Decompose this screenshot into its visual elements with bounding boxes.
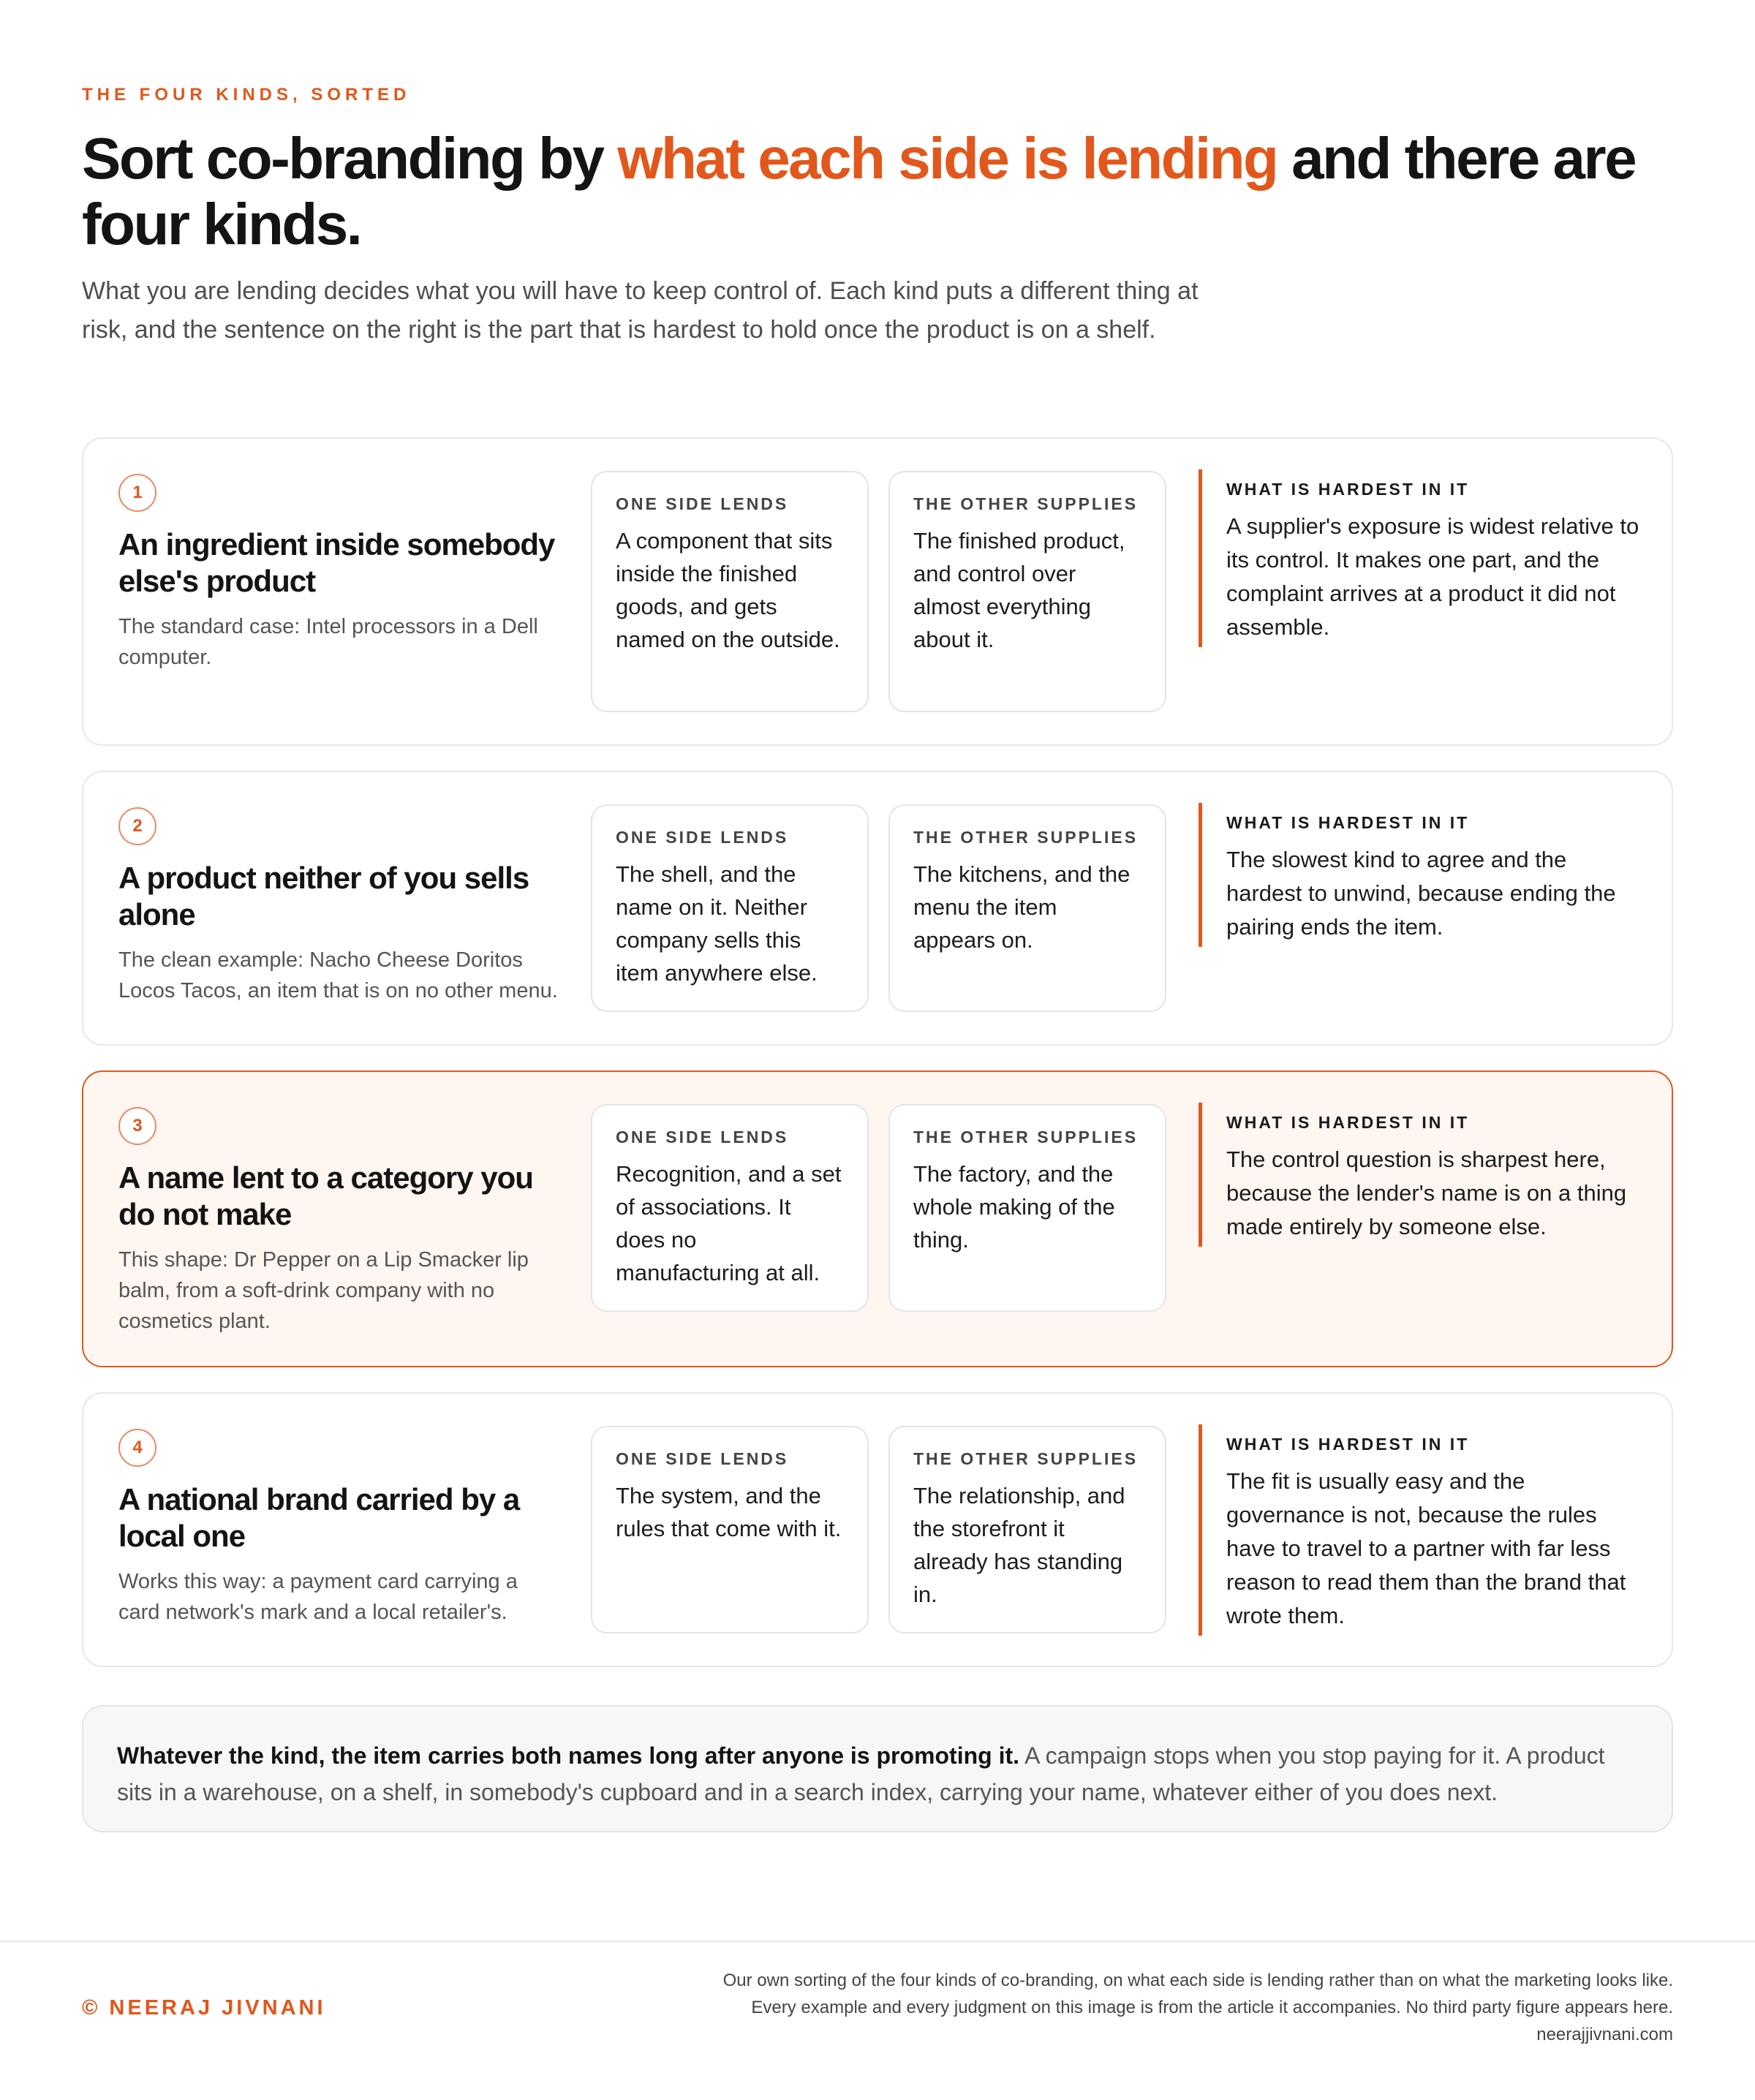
hardest-text: The control question is sharpest here, because the lender's name is on a thing made entirely by someone else. — [1226, 1147, 1627, 1239]
hardest-label: WHAT IS HARDEST IN IT — [1226, 813, 1470, 832]
kind-row-4 — [82, 1392, 1673, 1667]
footer-note — [503, 1967, 1673, 2048]
lends-text: A component that sits inside the finished goods, and gets named on the outside. — [616, 528, 840, 652]
row-number-badge: 2 — [118, 807, 156, 845]
lends-label: ONE SIDE LENDS — [616, 1128, 789, 1147]
hardest-text: A supplier's exposure is widest relative to its control. It makes one part, and the complaint arrives at a product it did not assemble. — [1226, 513, 1639, 640]
page-title — [82, 126, 1691, 257]
supplies-text: The factory, and the whole making of the thing. — [913, 1161, 1115, 1253]
supplies-label: THE OTHER SUPPLIES — [913, 828, 1139, 847]
one-side-lends-card — [591, 804, 869, 1012]
lends-text: Recognition, and a set of associations. It does no manufacturing at all. — [616, 1161, 842, 1285]
other-supplies-card — [888, 1104, 1166, 1312]
footer-url: neerajjivnani.com — [1536, 2025, 1673, 2044]
hardest-callout — [1199, 803, 1645, 947]
row-number-badge: 4 — [118, 1429, 156, 1467]
hardest-label: WHAT IS HARDEST IN IT — [1226, 480, 1470, 499]
brand-mark: © NEERAJ JIVNANI — [82, 1996, 326, 2020]
summary-rest: A campaign stops when you stop paying for it. A product sits in a warehouse, on a shelf, in somebody's cupboard and in a search index, carrying your name, whatever either of you does next. — [117, 1742, 1605, 1805]
row-number-badge: 3 — [118, 1107, 156, 1145]
one-side-lends-card — [591, 471, 869, 712]
lends-text: The system, and the rules that come with it. — [616, 1483, 842, 1541]
eyebrow-label: THE FOUR KINDS, SORTED — [82, 85, 411, 105]
hardest-text: The fit is usually easy and the governance is not, because the rules have to travel to a partner with far less reason to read them than the brand that wrote them. — [1226, 1468, 1626, 1628]
other-supplies-card — [888, 804, 1166, 1012]
hardest-callout — [1199, 1424, 1645, 1636]
supplies-label: THE OTHER SUPPLIES — [913, 494, 1139, 513]
row-number-badge: 1 — [118, 474, 156, 512]
hardest-callout — [1199, 1103, 1645, 1247]
title-accent: what each side is lending — [617, 126, 1277, 191]
lends-label: ONE SIDE LENDS — [616, 1449, 789, 1468]
lends-text: The shell, and the name on it. Neither company sells this item anywhere else. — [616, 861, 818, 986]
intro-paragraph: What you are lending decides what you will have to keep control of. Each kind puts a different thing at risk, and the sentence on the right is the part that is hardest to hold once the product is on a shelf. — [82, 277, 1199, 344]
hardest-callout — [1199, 469, 1645, 647]
row-example: The clean example: Nacho Cheese Doritos Locos Tacos, an item that is on no other menu. — [118, 948, 558, 1002]
lends-label: ONE SIDE LENDS — [616, 494, 789, 513]
row-example: Works this way: a payment card carrying a card network's mark and a local retailer's. — [118, 1570, 518, 1624]
lends-label: ONE SIDE LENDS — [616, 828, 789, 847]
footer-line-1: Our own sorting of the four kinds of co-branding, on what each side is lending rather than on what the marketing looks like. — [722, 1971, 1673, 1990]
footer-line-2: Every example and every judgment on this image is from the article it accompanies. No third party figure appears here. — [751, 1998, 1673, 2017]
summary-bold: Whatever the kind, the item carries both names long after anyone is promoting it. — [117, 1742, 1019, 1769]
row-title: A product neither of you sells alone — [118, 861, 529, 932]
supplies-text: The relationship, and the storefront it already has standing in. — [913, 1483, 1125, 1607]
row-example: This shape: Dr Pepper on a Lip Smacker lip balm, from a soft-drink company with no cosmetics plant. — [118, 1248, 529, 1333]
footer-divider — [0, 1941, 1755, 1942]
summary-box — [82, 1705, 1673, 1832]
row-example: The standard case: Intel processors in a Dell computer. — [118, 615, 538, 669]
other-supplies-card — [888, 1426, 1166, 1633]
title-before: Sort co-branding by — [82, 126, 618, 191]
supplies-label: THE OTHER SUPPLIES — [913, 1449, 1139, 1468]
summary-text — [117, 1737, 1638, 1810]
supplies-label: THE OTHER SUPPLIES — [913, 1128, 1139, 1147]
kind-row-1 — [82, 437, 1673, 746]
hardest-label: WHAT IS HARDEST IN IT — [1226, 1113, 1470, 1132]
hardest-text: The slowest kind to agree and the hardest to unwind, because ending the pairing ends the item. — [1226, 847, 1616, 940]
supplies-text: The kitchens, and the menu the item appears on. — [913, 861, 1131, 953]
one-side-lends-card — [591, 1426, 869, 1633]
kind-row-2 — [82, 771, 1673, 1046]
supplies-text: The finished product, and control over almost everything about it. — [913, 528, 1125, 652]
kind-row-3 — [82, 1070, 1673, 1367]
title-after: and there are four kinds. — [82, 126, 1636, 257]
row-title: A national brand carried by a local one — [118, 1482, 520, 1553]
kinds-list — [82, 437, 1673, 1692]
hardest-label: WHAT IS HARDEST IN IT — [1226, 1435, 1470, 1454]
row-title: A name lent to a category you do not make — [118, 1160, 533, 1231]
other-supplies-card — [888, 471, 1166, 712]
one-side-lends-card — [591, 1104, 869, 1312]
row-title: An ingredient inside somebody else's product — [118, 527, 555, 598]
